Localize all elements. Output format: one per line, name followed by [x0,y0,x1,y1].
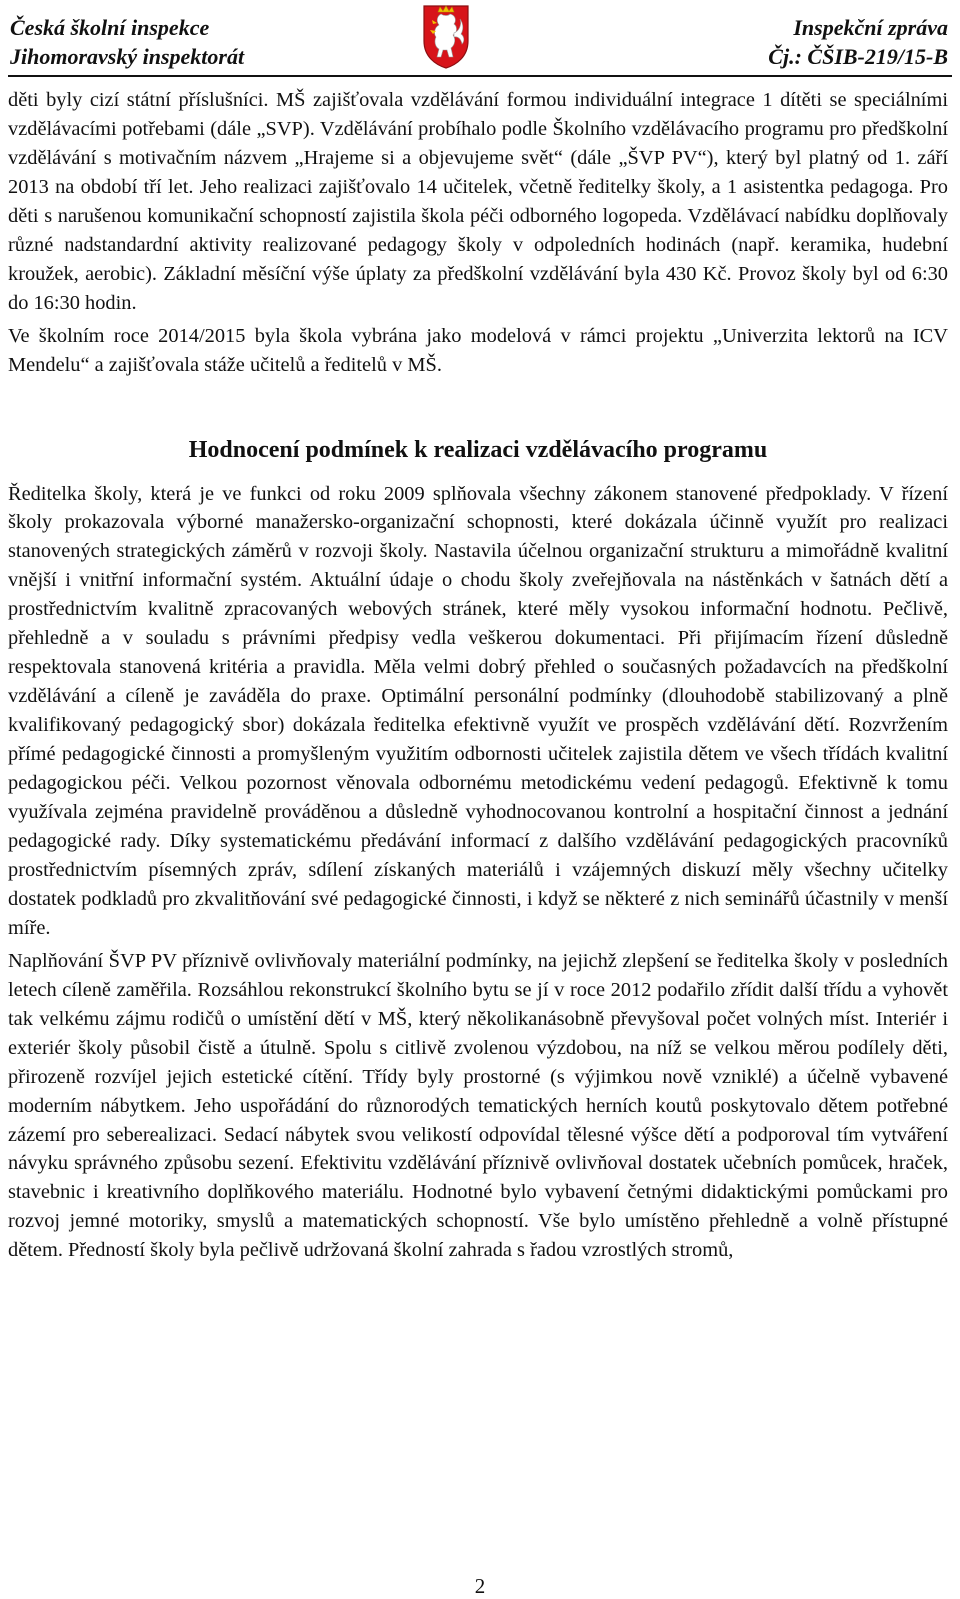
section-heading: Hodnocení podmínek k realizaci vzdělávacího programu [188,436,768,463]
page-header [0,0,960,80]
czech-lion-coat-of-arms-icon [421,3,471,69]
header-inspectorate: Jihomoravský inspektorát [10,44,245,69]
paragraph-director-assessment: Ředitelka školy, která je ve funkci od roku 2009 splňovala všechny zákonem stanovené předpoklady. V řízení školy prokazovala výborné manažersko-organizační schopnosti, které dokázala účinně využít pro realizaci stanovených strategických záměrů v rozvoji školy. Nastavila účelnou organizační strukturu a mimořádně kvalitní vnější i vnitřní informační systém. Aktuální údaje o chodu školy zveřejňovala na nástěnkách v šatnách dětí a prostřednictvím kvalitně zpracovaných webových stránek, které měly vysokou informační hodnotu. Pečlivě, přehledně a v souladu s právními předpisy vedla veškerou dokumentaci. Při přijímacím řízení důsledně respektovala stanovená kritéria a pravidla. Měla velmi dobrý přehled o současných požadavcích na předškolní vzdělávání a cíleně je zaváděla do praxe. Optimální personální podmínky (dlouhodobě stabilizovaný a plně kvalifikovaný pedagogický sbor) dokázala ředitelka efektivně využít ve prospěch vzdělávání dětí. Rozvržením přímé pedagogické činnosti a promyšleným využitím odbornosti učitelek zajistila dětem ve všech třídách kvalitní pedagogickou péči. Velkou pozornost věnovala odbornému metodickému vedení pedagogů. Efektivně k tomu využívala zejména pravidelně prováděnou a důsledně vyhodnocovanou kontrolní a hospitační činnost a jednání pedagogické rady. Díky systematickému předávání informací z dalšího vzdělávání pedagogických pracovníků prostřednictvím písemných zpráv, sdílení získaných materiálů i vzájemných diskuzí měly všechny učitelky dostatek podkladů pro zkvalitňování své pedagogické činnosti, i když se některé z nich seminářů účastnily v menší míře. [8,482,948,939]
paragraph-model-school: Ve školním roce 2014/2015 byla škola vybrána jako modelová v rámci projektu „Univerzita lektorů na ICV Mendelu“ a zajišťovala stáže učitelů a ředitelů v MŠ. [8,324,948,376]
paragraph-school-overview: děti byly cizí státní příslušníci. MŠ zajišťovala vzdělávání formou individuální integrace 1 dítěti se speciálními vzdělávacími potřebami (dále „SVP). Vzdělávání probíhalo podle Školního vzdělávacího programu pro předškolní vzdělávání s motivačním názvem „Hrajeme si a objevujeme svět“ (dále „ŠVP PV“), který byl platný od 1. září 2013 na období tří let. Jeho realizaci zajišťovalo 14 učitelek, včetně ředitelky školy, a 1 asistentka pedagoga. Pro děti s narušenou komunikační schopností zajistila škola péči odborného logopeda. Vzdělávací nabídku doplňovaly různé nadstandardní aktivity realizované pedagogy školy v odpoledních hodinách (např. keramika, hudební kroužek, aerobic). Základní měsíční výše úplaty za předškolní vzdělávání byla 430 Kč. Provoz školy byl od 6:30 do 16:30 hodin. [8,89,948,314]
page-number: 2 [474,1574,486,1598]
header-divider [8,75,952,77]
header-right [768,13,948,71]
header-left [10,13,244,71]
header-reference-number: Čj.: ČŠIB-219/15-B [768,44,948,69]
paragraph-material-conditions: Naplňování ŠVP PV příznivě ovlivňovaly materiální podmínky, na jejichž zlepšení se ředitelka školy v posledních letech cíleně zaměřila. Rozsáhlou rekonstrukcí školního bytu se jí v roce 2012 podařilo zřídit další třídu a vyhovět tak velkému zájmu rodičů o umístění dětí v MŠ, který několikanásobně převyšoval počet volných míst. Interiér i exteriér školy působil čistě a útulně. Spolu s citlivě zvolenou výzdobou, na níž se velkou měrou podílely děti, přirozeně rozvíjel jejich estetické cítění. Třídy byly prostorné (s výjimkou nově vzniklé) a účelně vybavené moderním nábytkem. Jeho uspořádání do různorodých tematických herních koutů poskytovalo dětem potřebné zázemí pro seberealizaci. Sedací nábytek svou velikostí odpovídal tělesné výšce dětí a podporoval tím vytváření návyku správného způsobu sezení. Efektivitu vzdělávání příznivě ovlivňoval dostatek učebních pomůcek, hraček, stavebnic i kreativního doplňkového materiálu. Hodnotné bylo vybavení četnými didaktickými pomůckami pro rozvoj jemné motoriky, smyslů a matematických schopností. Vše bylo umístěno přehledně a volně přístupné dětem. Předností školy byla pečlivě udržovaná školní zahrada s řadou vzrostlých stromů, [8,949,948,1262]
header-report-type: Inspekční zpráva [793,15,948,40]
header-institution: Česká školní inspekce [10,15,210,40]
document-body [8,86,948,1265]
